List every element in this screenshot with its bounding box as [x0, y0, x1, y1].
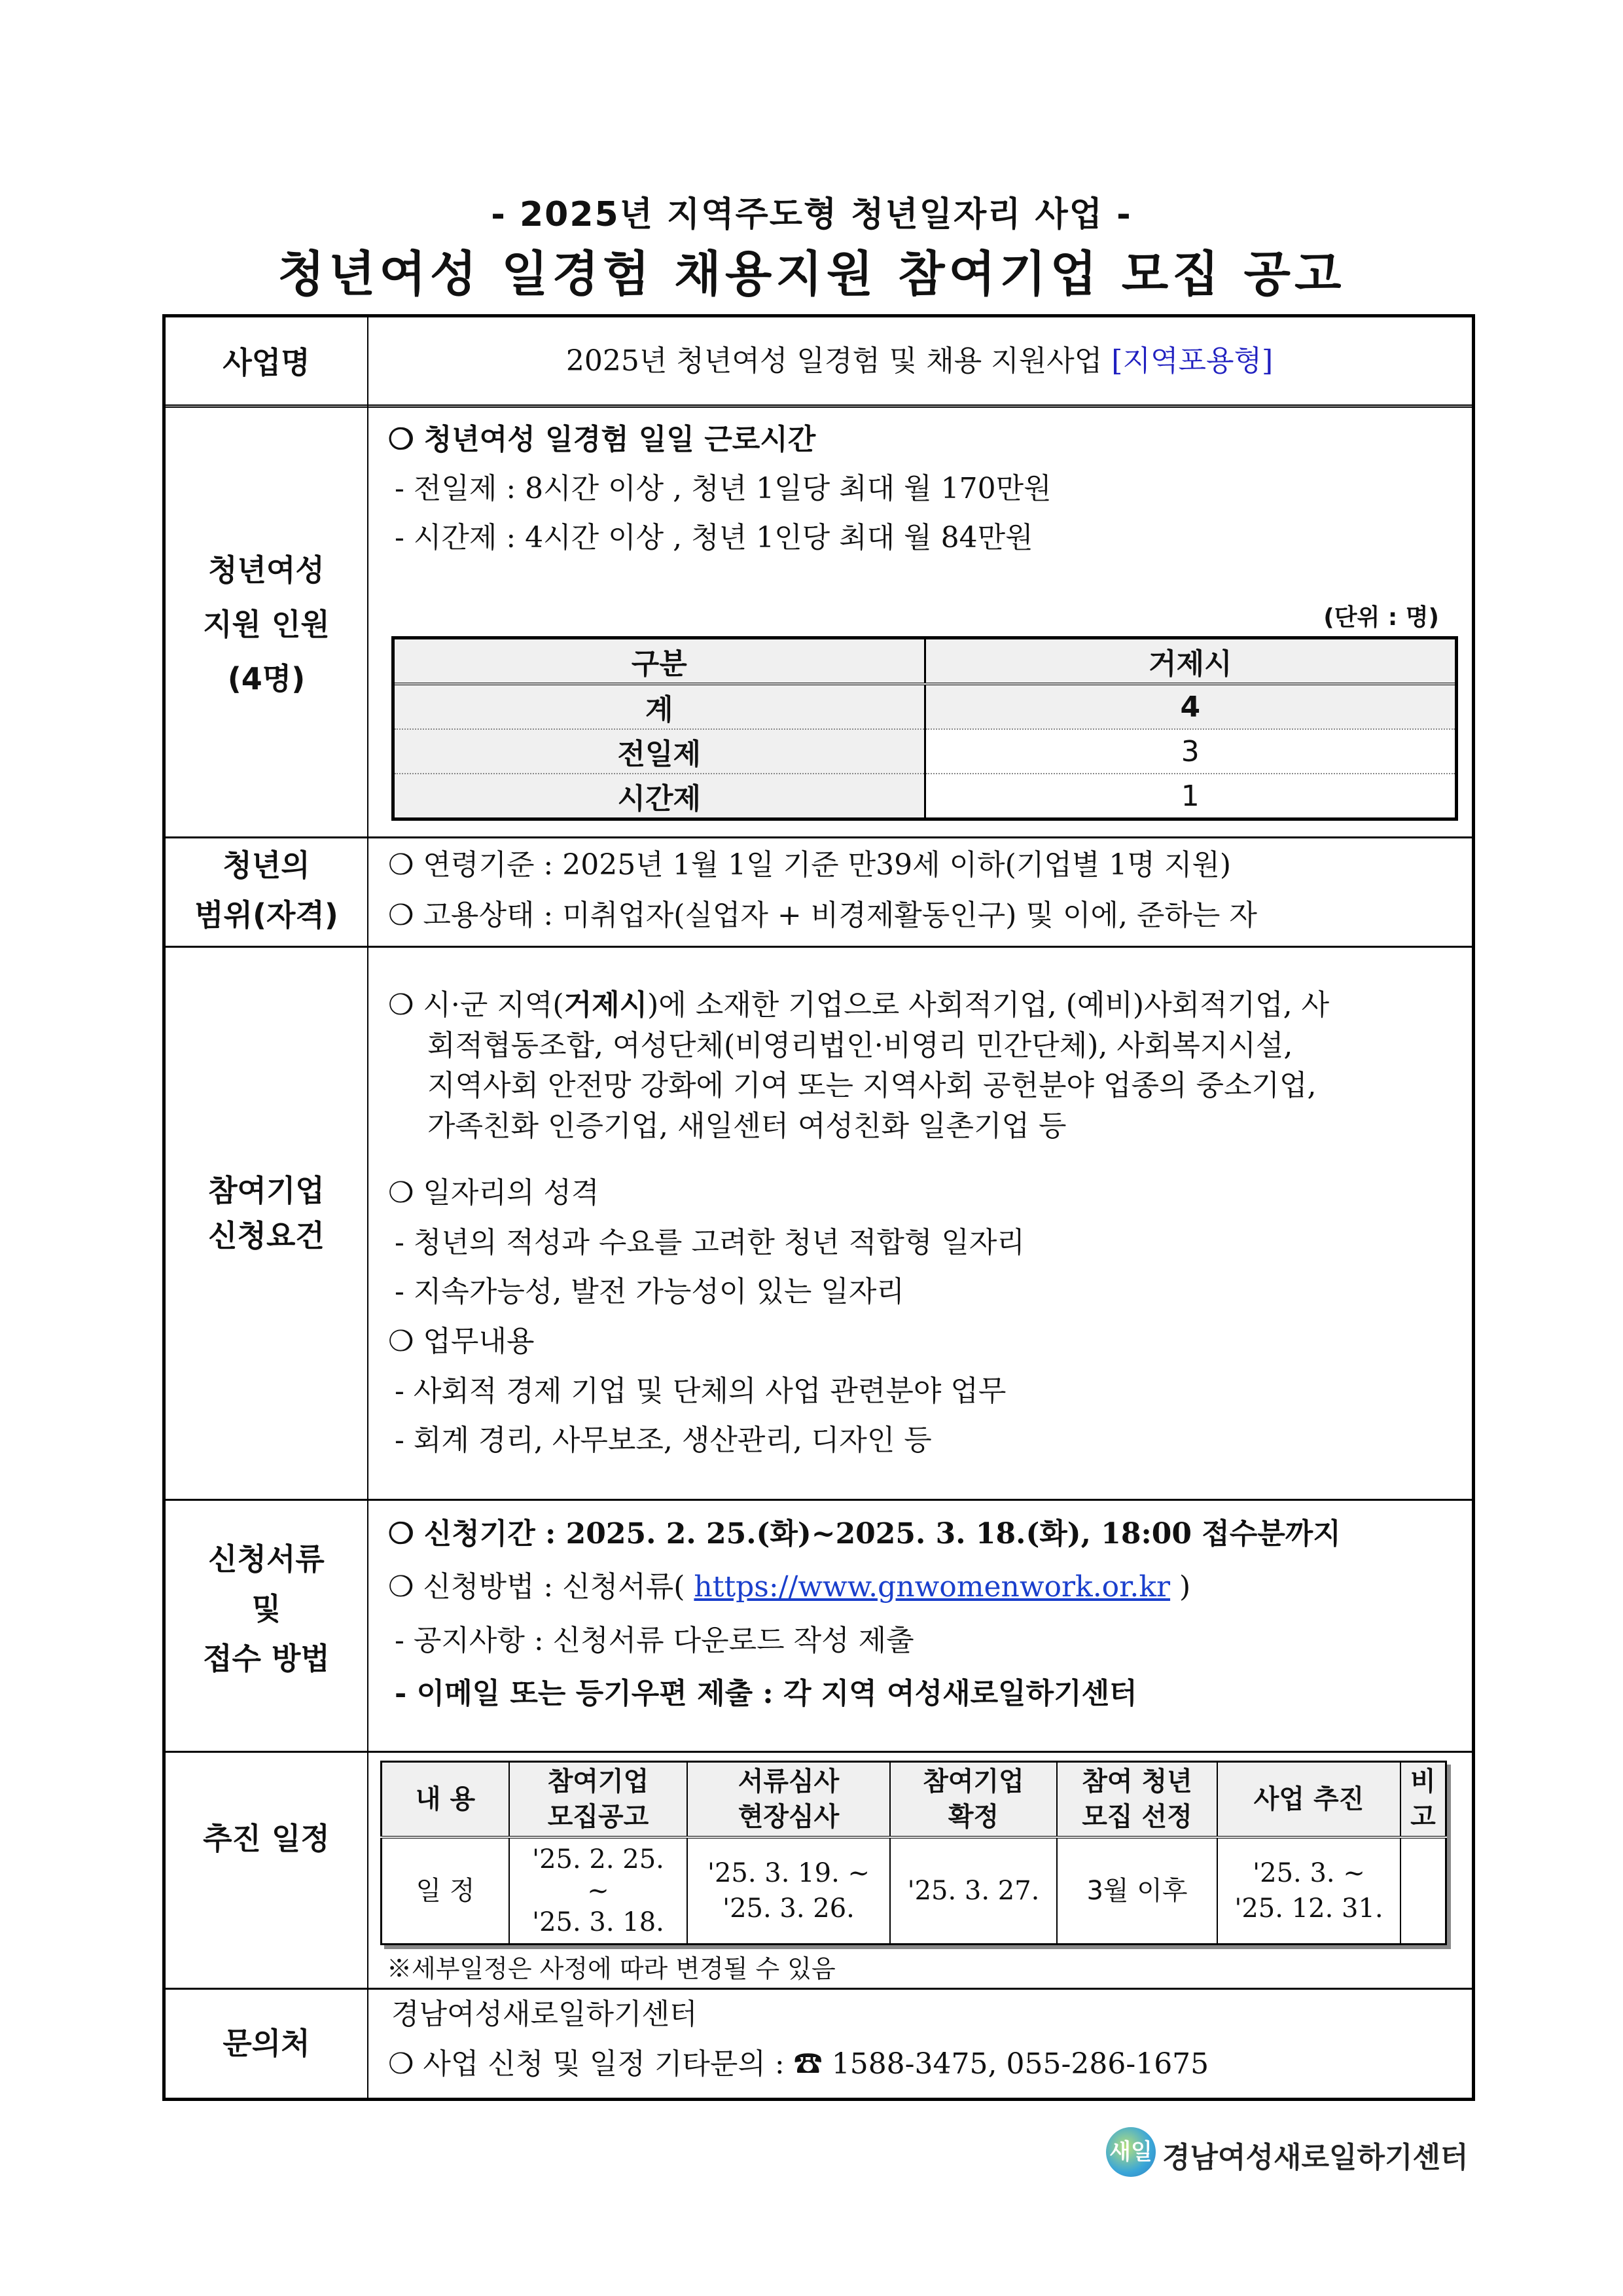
label-line: 및 [251, 1590, 281, 1626]
label-line: (4명) [227, 660, 306, 696]
row-divider [166, 1499, 1472, 1501]
contact-content [382, 1990, 1459, 2089]
job-nature-content [382, 1168, 1459, 1465]
row-divider [166, 836, 1472, 838]
job-nature-item: - 지속가능성, 발전 가능성이 있는 일자리 [395, 1275, 904, 1309]
text-span: ❍ 시·군 지역( [388, 988, 564, 1022]
eligible-organizations-cont: 회적협동조합, 여성단체(비영리법인·비영리 민간단체), 사회복지시설, [427, 1028, 1293, 1062]
schedule-header: 참여 청년 모집 선정 [1057, 1762, 1217, 1838]
employment-status-criterion: ❍ 고용상태 : 미취업자(실업자 + 비경제활동인구) 및 이에, 준하는 자 [388, 899, 1257, 932]
row-divider [166, 404, 1472, 408]
label-support-count [166, 543, 367, 706]
schedule-note: ※세부일정은 사정에 따라 변경될 수 있음 [387, 1954, 836, 1983]
schedule-cell: '25. 2. 25. ~ '25. 3. 18. [509, 1837, 687, 1945]
schedule-table [380, 1761, 1447, 1945]
work-hours-heading: ❍ 청년여성 일경험 일일 근로시간 [388, 423, 816, 456]
schedule-cell: '25. 3. ~ '25. 12. 31. [1217, 1837, 1400, 1945]
document-subtitle: - 2025년 지역주도형 청년일자리 사업 - [491, 195, 1132, 234]
label-line: 참여기업 [208, 1173, 325, 1208]
application-method [382, 1560, 1459, 1613]
label-schedule: 추진 일정 [203, 1821, 330, 1856]
job-nature-item: - 청년의 적성과 수요를 고려한 청년 적합형 일자리 [395, 1225, 1025, 1259]
label-line: 청년여성 [208, 552, 325, 588]
schedule-cell: '25. 3. 19. ~ '25. 3. 26. [687, 1837, 890, 1945]
unit-label: (단위 : 명) [1323, 604, 1439, 631]
label-eligibility [166, 841, 367, 941]
eligible-organizations [382, 985, 1459, 1026]
schedule-cell: '25. 3. 27. [890, 1837, 1057, 1945]
submission-item: - 이메일 또는 등기우편 제출 : 각 지역 여성새로일하기센터 [395, 1677, 1137, 1711]
application-period: ❍ 신청기간 : 2025. 2. 25.(화)~2025. 3. 18.(화), 18:00 접수분까지 [388, 1517, 1341, 1551]
duties-item: - 회계 경리, 사무보조, 생산관리, 디자인 등 [395, 1424, 932, 1458]
duties-heading: ❍ 업무내용 [388, 1325, 535, 1359]
schedule-cell: 3월 이후 [1057, 1837, 1217, 1945]
schedule-cell [1400, 1837, 1446, 1945]
business-name-text: 2025년 청년여성 일경험 및 채용 지원사업 [565, 344, 1112, 378]
schedule-cell: 일 정 [382, 1837, 510, 1945]
schedule-header: 참여기업 확정 [890, 1762, 1057, 1838]
company-requirements-content [382, 985, 1459, 1146]
eligibility-content [382, 840, 1459, 941]
label-line: 접수 방법 [203, 1640, 330, 1676]
schedule-header: 내 용 [382, 1762, 510, 1838]
table-cell-value: 3 [925, 729, 1457, 774]
business-name-value [367, 337, 1472, 386]
support-count-table [391, 636, 1458, 821]
eligible-organizations-cont: 지역사회 안전망 강화에 기여 또는 지역사회 공헌분야 업종의 중소기업, [427, 1069, 1317, 1103]
table-cell-category: 계 [393, 684, 925, 729]
schedule-header: 비고 [1400, 1762, 1446, 1838]
job-nature-heading: ❍ 일자리의 성격 [388, 1176, 599, 1210]
region-name: 거제시 [563, 988, 648, 1022]
label-contact: 문의처 [223, 2026, 310, 2061]
contact-phone: ❍ 사업 신청 및 일정 기타문의 : ☎ 1588-3475, 055-286-1675 [388, 2047, 1209, 2081]
saeil-logo-icon: 새일 [1106, 2127, 1156, 2177]
label-line: 신청서류 [208, 1541, 325, 1577]
age-criterion: ❍ 연령기준 : 2025년 1월 1일 기준 만39세 이하(기업별 1명 지원) [388, 848, 1231, 882]
schedule-header: 서류심사 현장심사 [687, 1762, 890, 1838]
text-span: )에 소재한 기업으로 사회적기업, (예비)사회적기업, 사 [647, 988, 1330, 1022]
organization-logo [1106, 2127, 1469, 2179]
duties-item: - 사회적 경제 기업 및 단체의 사업 관련분야 업무 [395, 1374, 1007, 1408]
table-header: 구분 [393, 638, 925, 685]
notice-item: - 공지사항 : 신청서류 다운로드 작성 제출 [395, 1623, 914, 1657]
label-line: 신청요건 [208, 1218, 325, 1253]
business-type-badge: [지역포용형] [1111, 344, 1274, 378]
label-company-requirements [166, 1168, 367, 1259]
schedule-header: 참여기업 모집공고 [509, 1762, 687, 1838]
row-divider [166, 946, 1472, 948]
document-title: 청년여성 일경험 채용지원 참여기업 모집 공고 [277, 246, 1346, 302]
table-cell-category: 전일제 [393, 729, 925, 774]
website-link[interactable]: https://www.gnwomenwork.or.kr [694, 1570, 1171, 1604]
label-business-name: 사업명 [223, 345, 310, 380]
fulltime-condition: - 전일제 : 8시간 이상 , 청년 1일당 최대 월 170만원 [395, 471, 1052, 505]
table-header: 거제시 [925, 638, 1457, 685]
label-application-method [166, 1535, 367, 1684]
table-cell-category: 시간제 [393, 774, 925, 819]
text-span: ) [1170, 1570, 1191, 1604]
application-content [382, 1507, 1459, 1721]
label-line: 범위(자격) [194, 897, 338, 933]
schedule-header: 사업 추진 [1217, 1762, 1400, 1838]
parttime-condition: - 시간제 : 4시간 이상 , 청년 1인당 최대 월 84만원 [395, 520, 1033, 554]
text-span: ❍ 신청방법 : 신청서류( [388, 1570, 694, 1604]
announcement-table [162, 314, 1475, 2101]
table-cell-value: 1 [925, 774, 1457, 819]
eligible-organizations-cont: 가족친화 인증기업, 새일센터 여성친화 일촌기업 등 [427, 1109, 1067, 1143]
contact-org: 경남여성새로일하기센터 [391, 1998, 698, 2031]
label-line: 지원 인원 [203, 606, 330, 642]
label-line: 청년의 [223, 848, 310, 883]
schedule-section [166, 1751, 1472, 1986]
support-count-content [382, 416, 1459, 562]
table-cell-value: 4 [925, 684, 1457, 729]
organization-name: 경남여성새로일하기센터 [1162, 2141, 1469, 2174]
